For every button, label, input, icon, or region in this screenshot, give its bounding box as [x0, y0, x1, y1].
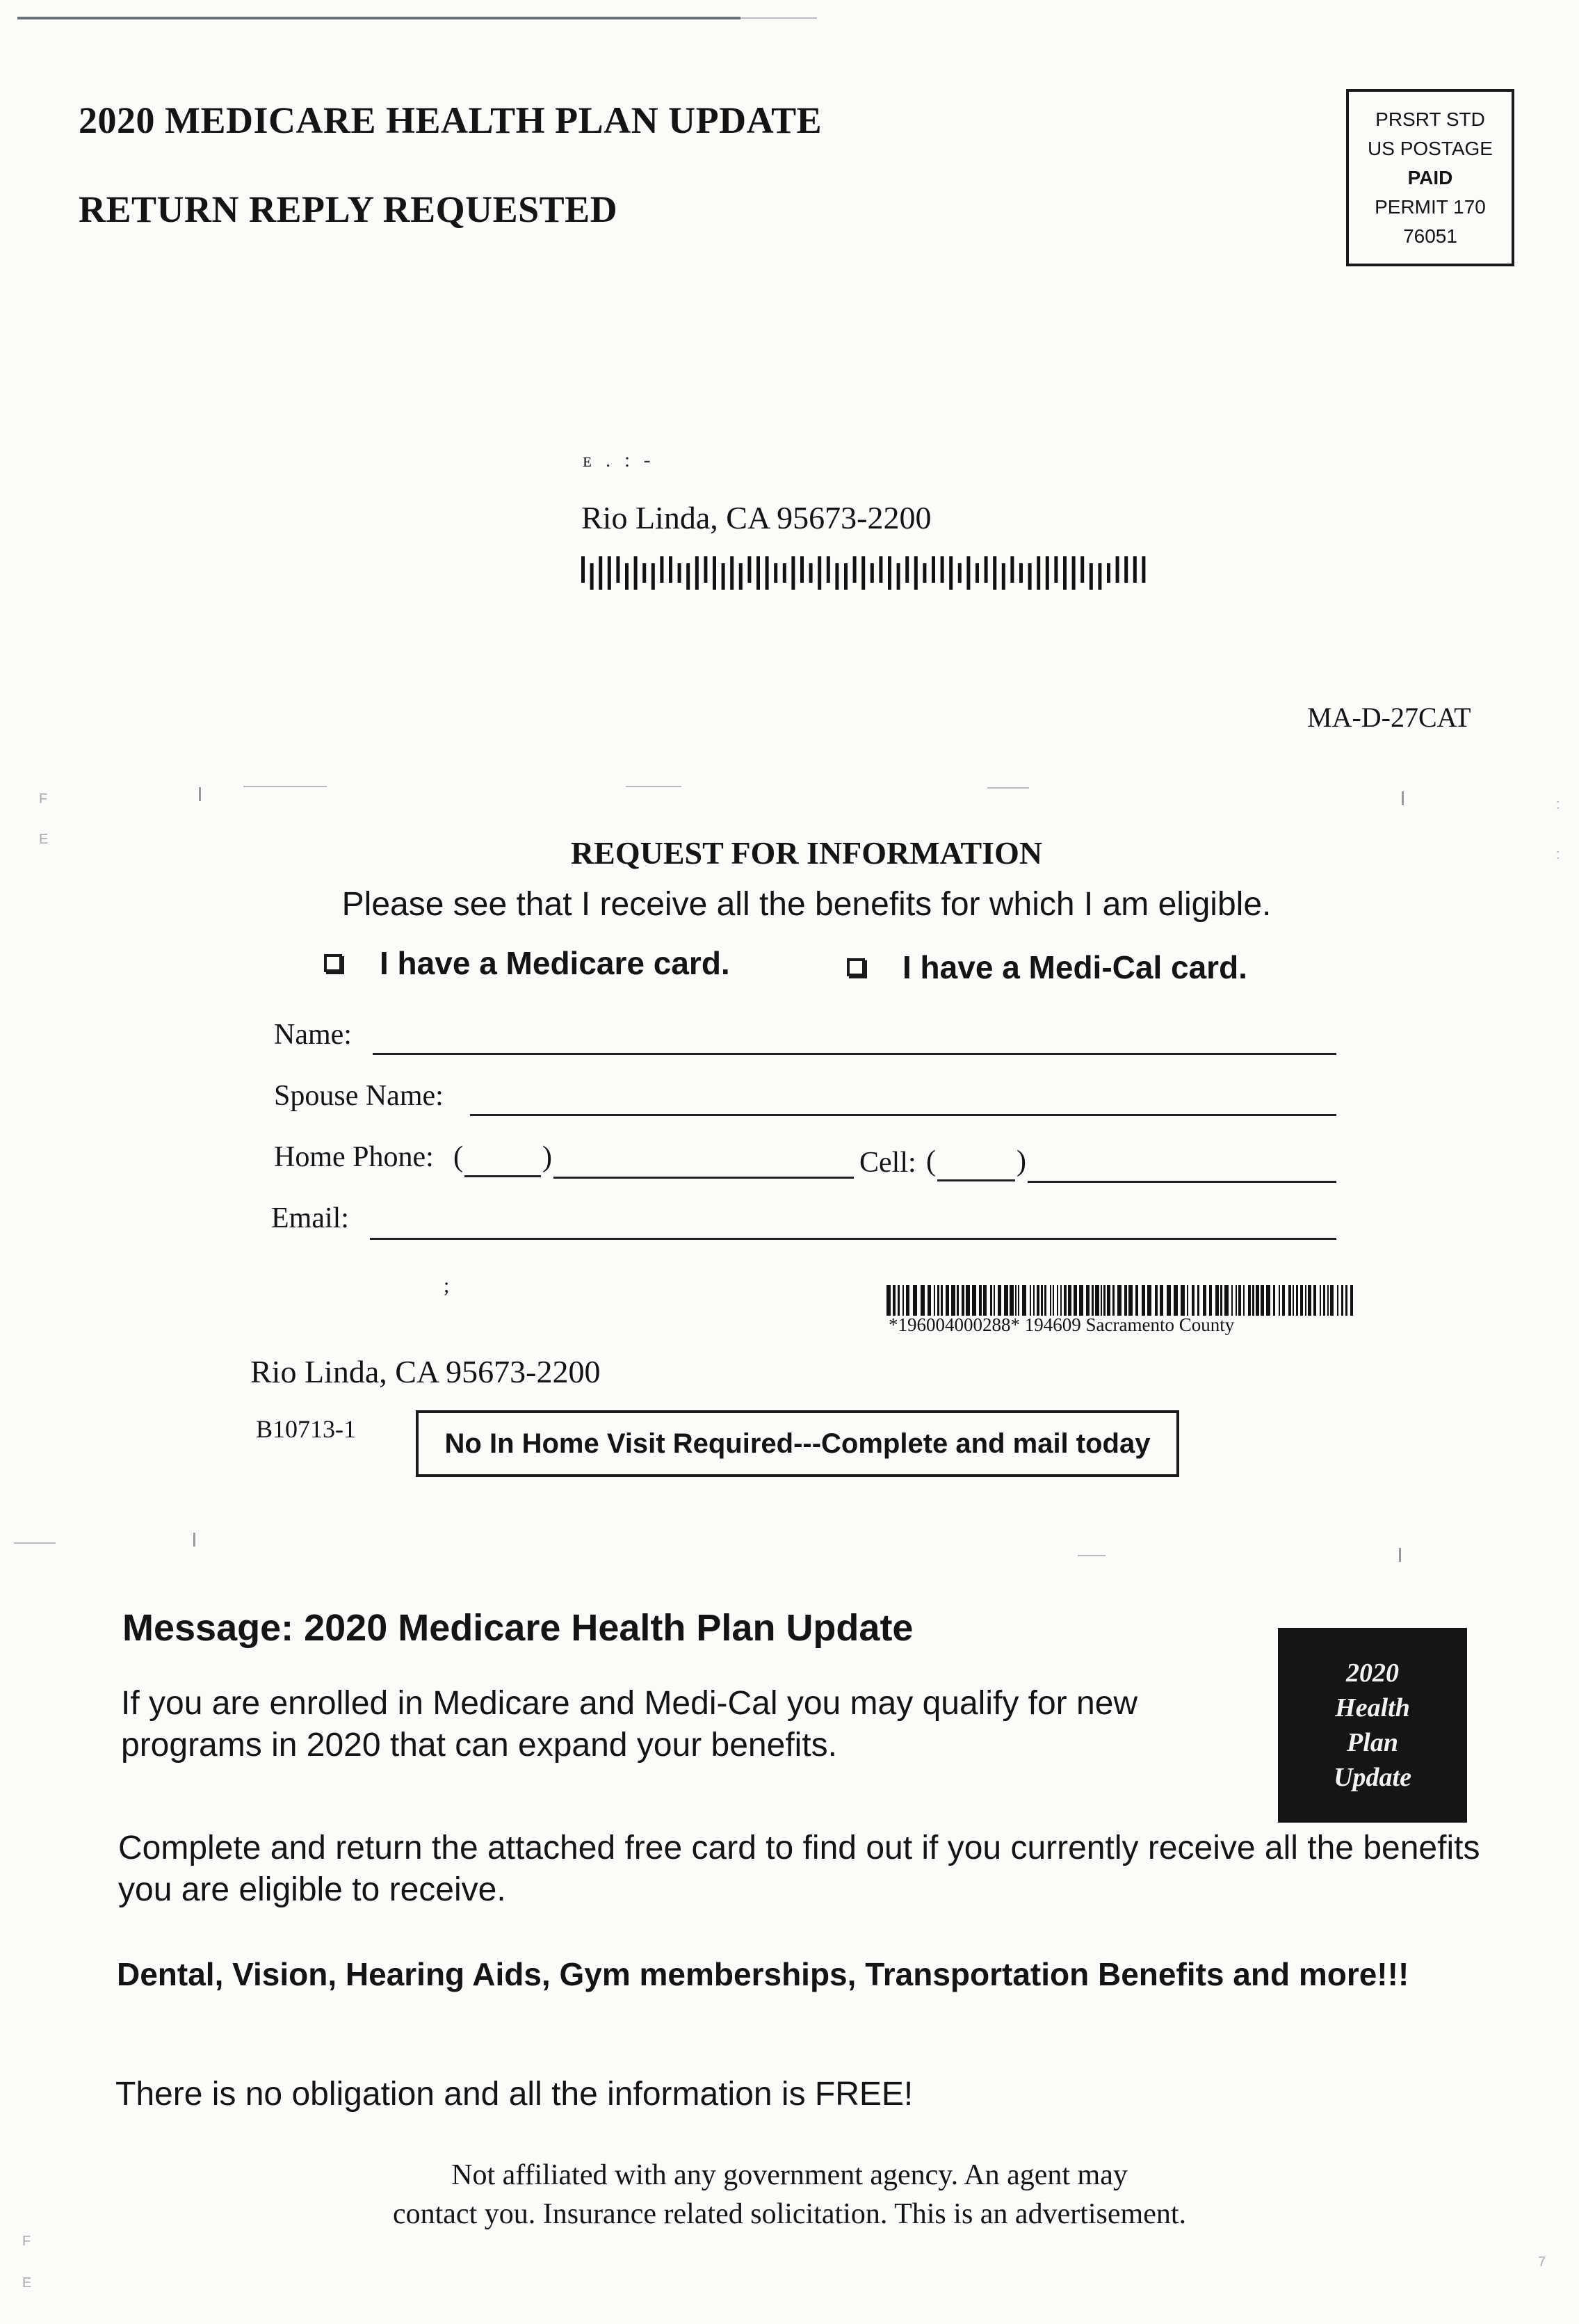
- tracking-barcode-bar: [1010, 1285, 1014, 1316]
- postal-barcode-bar: [581, 556, 585, 583]
- perforation-dash: [626, 786, 681, 787]
- tracking-barcode-bar: [1252, 1285, 1254, 1316]
- postal-barcode-bar: [923, 563, 926, 583]
- postal-barcode-bar: [1098, 563, 1101, 590]
- no-visit-notice: No In Home Visit Required---Complete and mail today: [416, 1410, 1179, 1477]
- edge-mark: E: [22, 2275, 32, 2291]
- tracking-barcode-bar: [937, 1285, 939, 1316]
- barcode-caption: *196004000288* 194609 Sacramento County: [889, 1314, 1235, 1335]
- postal-barcode-bar: [1090, 563, 1093, 590]
- postal-barcode-bar: [590, 563, 594, 590]
- medicare-checkbox[interactable]: [324, 954, 342, 972]
- postal-barcode-bar: [897, 563, 900, 590]
- tracking-barcode-bar: [1327, 1285, 1329, 1316]
- postal-barcode-bar: [1063, 556, 1067, 590]
- postal-barcode-bar: [1116, 556, 1119, 583]
- edge-mark: :: [1556, 797, 1560, 812]
- postal-barcode-bar: [993, 556, 996, 590]
- tracking-barcode-bar: [941, 1285, 943, 1316]
- tracking-barcode-bar: [994, 1285, 995, 1316]
- tracking-barcode-bar: [1350, 1285, 1353, 1316]
- batch-code: B10713-1: [256, 1415, 356, 1443]
- postal-barcode-bar: [774, 563, 777, 583]
- tracking-barcode-bar: [1064, 1285, 1067, 1316]
- postal-barcode-bar: [1037, 556, 1040, 590]
- postal-barcode-bar: [827, 556, 830, 583]
- tracking-barcode-bar: [1305, 1285, 1306, 1316]
- tracking-barcode-bar: [886, 1285, 891, 1316]
- home-phone-area-code-field[interactable]: [464, 1175, 541, 1177]
- address-redacted-mark: ᴇ . : -: [583, 449, 655, 471]
- tracking-barcode-bar: [1296, 1285, 1298, 1316]
- benefits-list: Dental, Vision, Hearing Aids, Gym memberships, Transportation Benefits and more!!!: [117, 1956, 1409, 1992]
- message-paragraph-1: If you are enrolled in Medicare and Medi-Cal you may qualify for new programs in 2020 that can expand your benefits.: [121, 1685, 1138, 1764]
- postal-barcode-bar: [678, 563, 681, 583]
- medi-cal-checkbox-label: I have a Medi-Cal card.: [902, 949, 1247, 985]
- postage-line-4: PERMIT 170: [1375, 195, 1486, 218]
- postal-barcode-bar: [730, 556, 734, 590]
- form-intro: Please see that I receive all the benefits for which I am eligible.: [341, 886, 1272, 923]
- postal-barcode-bar: [853, 556, 857, 583]
- edge-mark: E: [39, 832, 49, 847]
- postal-barcode-bar: [642, 563, 646, 583]
- postage-line-1: PRSRT STD: [1375, 108, 1485, 130]
- postal-barcode-bar: [966, 556, 970, 590]
- tracking-barcode-bar: [1015, 1285, 1017, 1316]
- tracking-barcode-bar: [1323, 1285, 1325, 1316]
- tracking-barcode-bar: [1345, 1285, 1347, 1316]
- form-code: MA-D-27CAT: [1307, 702, 1471, 733]
- tracking-barcode-bar: [928, 1285, 931, 1316]
- postal-barcode-bar: [713, 556, 716, 590]
- name-field[interactable]: [373, 1053, 1336, 1055]
- postal-barcode-bar: [905, 556, 909, 583]
- perforation-tick: [199, 787, 201, 801]
- tracking-barcode-bar: [902, 1285, 904, 1316]
- tracking-barcode: [886, 1285, 1354, 1316]
- perforation-dash: [14, 1542, 56, 1544]
- postage-line-2: US POSTAGE: [1368, 137, 1493, 159]
- tracking-barcode-bar: [1135, 1285, 1138, 1316]
- postal-barcode-bar: [1046, 556, 1049, 590]
- postal-barcode-bar: [1124, 556, 1128, 583]
- tracking-barcode-bar: [1107, 1285, 1110, 1316]
- cell-area-close-paren: ): [1017, 1145, 1026, 1177]
- tracking-barcode-bar: [913, 1285, 917, 1316]
- tracking-barcode-bar: [1288, 1285, 1291, 1316]
- tracking-barcode-bar: [1300, 1285, 1303, 1316]
- postal-barcode-bar: [818, 556, 821, 590]
- tracking-barcode-bar: [898, 1285, 900, 1316]
- disclaimer-line-2: contact you. Insurance related solicitation. This is an advertisement.: [392, 2198, 1187, 2230]
- perforation-dash: [1078, 1555, 1106, 1556]
- cell-label: Cell:: [859, 1147, 916, 1179]
- medi-cal-card-option[interactable]: [847, 949, 1247, 986]
- tracking-barcode-bar: [962, 1285, 964, 1316]
- tracking-barcode-bar: [1256, 1285, 1259, 1316]
- postal-barcode-bar: [809, 563, 813, 583]
- tracking-barcode-bar: [1203, 1285, 1206, 1316]
- tracking-barcode-bar: [972, 1285, 976, 1316]
- postal-barcode-bar: [747, 556, 751, 583]
- postal-barcode-bar: [1142, 556, 1145, 583]
- tracking-barcode-bar: [1282, 1285, 1285, 1316]
- tracking-barcode-bar: [1060, 1285, 1062, 1316]
- postal-barcode-bar: [739, 563, 743, 590]
- tracking-barcode-bar: [934, 1285, 935, 1316]
- tracking-barcode-bar: [1057, 1285, 1058, 1316]
- message-title: Message: 2020 Medicare Health Plan Update: [122, 1607, 914, 1649]
- mailing-address: Rio Linda, CA 95673-2200: [581, 500, 932, 535]
- tracking-barcode-bar: [1018, 1285, 1019, 1316]
- home-phone-number-field[interactable]: [553, 1177, 854, 1179]
- badge-line-3: Plan: [1347, 1728, 1398, 1757]
- tracking-barcode-bar: [906, 1285, 909, 1316]
- cell-area-code-field[interactable]: [937, 1179, 1015, 1181]
- tracking-barcode-bar: [1124, 1285, 1127, 1316]
- cell-number-field[interactable]: [1028, 1181, 1336, 1183]
- postage-line-5: 76051: [1403, 225, 1457, 247]
- top-rule-faint: [740, 17, 817, 19]
- tracking-barcode-bar: [1053, 1285, 1054, 1316]
- postal-barcode-bar: [914, 556, 918, 590]
- postal-barcode-bar: [958, 563, 962, 583]
- postage-line-3: PAID: [1407, 166, 1453, 188]
- stray-mark: ;: [444, 1274, 450, 1297]
- perforation-dash: [243, 786, 327, 787]
- tracking-barcode-bar: [1308, 1285, 1311, 1316]
- perforation-tick: [193, 1533, 195, 1547]
- perforation-tick: [1399, 1548, 1401, 1562]
- medicare-checkbox-label: I have a Medicare card.: [380, 945, 730, 981]
- tracking-barcode-bar: [1160, 1285, 1163, 1316]
- postal-barcode-bar: [1107, 563, 1110, 583]
- tracking-barcode-bar: [893, 1285, 896, 1316]
- home-phone-label: Home Phone:: [274, 1141, 434, 1173]
- postal-barcode-bar: [1072, 556, 1076, 590]
- postal-barcode-bar: [1028, 563, 1032, 590]
- return-address: Rio Linda, CA 95673-2200: [250, 1354, 601, 1389]
- postal-barcode-bar: [888, 556, 891, 590]
- postal-barcode-bar: [651, 563, 655, 590]
- postal-barcode-bar: [1080, 556, 1084, 583]
- tracking-barcode-bar: [1248, 1285, 1251, 1316]
- postal-barcode-bar: [599, 556, 602, 590]
- tracking-barcode-bar: [1101, 1285, 1102, 1316]
- postal-barcode-bar: [975, 563, 979, 583]
- postal-barcode-bar: [608, 556, 611, 590]
- top-rule: [17, 17, 740, 19]
- tracking-barcode-bar: [1044, 1285, 1046, 1316]
- postal-barcode-bar: [800, 556, 804, 583]
- tracking-barcode-bar: [1238, 1285, 1241, 1316]
- tracking-barcode-bar: [946, 1285, 949, 1316]
- postage-indicia: [1346, 89, 1514, 266]
- tracking-barcode-bar: [1174, 1285, 1178, 1316]
- tracking-barcode-bar: [1095, 1285, 1099, 1316]
- message-paragraph-4: There is no obligation and all the information is FREE!: [115, 2076, 914, 2113]
- postal-barcode-bar: [932, 556, 935, 583]
- tracking-barcode-bar: [983, 1285, 987, 1316]
- tracking-barcode-bar: [1086, 1285, 1090, 1316]
- home-phone-area-close-paren: ): [542, 1141, 552, 1173]
- medicare-card-option[interactable]: [324, 944, 730, 982]
- postal-barcode-bar: [634, 556, 638, 590]
- postal-barcode-bar: [625, 563, 629, 590]
- page-title: 2020 MEDICARE HEALTH PLAN UPDATE: [79, 99, 823, 141]
- tracking-barcode-bar: [1030, 1285, 1031, 1316]
- postal-barcode-bar: [616, 556, 620, 583]
- postal-barcode-bar: [949, 556, 953, 590]
- postal-barcode: [581, 556, 1158, 598]
- tracking-barcode-bar: [1243, 1285, 1245, 1316]
- postal-barcode-bar: [985, 556, 988, 583]
- postal-barcode-bar: [756, 556, 760, 590]
- tracking-barcode-bar: [1068, 1285, 1071, 1316]
- tracking-barcode-bar: [1279, 1285, 1280, 1316]
- disclaimer-line-1: Not affiliated with any government agency. An agent may: [451, 2159, 1128, 2191]
- perforation-tick: [1402, 791, 1404, 805]
- tracking-barcode-bar: [1041, 1285, 1043, 1316]
- edge-mark: :: [1556, 847, 1560, 862]
- edge-mark: F: [39, 791, 48, 807]
- tracking-barcode-bar: [1261, 1285, 1264, 1316]
- tracking-barcode-bar: [998, 1285, 1001, 1316]
- tracking-barcode-bar: [979, 1285, 982, 1316]
- email-field[interactable]: [370, 1238, 1336, 1240]
- tracking-barcode-bar: [1320, 1285, 1321, 1316]
- tracking-barcode-bar: [1236, 1285, 1237, 1316]
- tracking-barcode-bar: [1337, 1285, 1338, 1316]
- tracking-barcode-bar: [990, 1285, 992, 1316]
- postal-barcode-bar: [1010, 556, 1014, 583]
- postal-barcode-bar: [941, 556, 944, 583]
- tracking-barcode-bar: [1103, 1285, 1106, 1316]
- page-subtitle: RETURN REPLY REQUESTED: [79, 188, 618, 230]
- tracking-barcode-bar: [1155, 1285, 1158, 1316]
- tracking-barcode-bar: [951, 1285, 955, 1316]
- tracking-barcode-bar: [1313, 1285, 1316, 1316]
- tracking-barcode-bar: [1224, 1285, 1229, 1316]
- postal-barcode-bar: [1054, 556, 1058, 583]
- postal-barcode-bar: [861, 556, 865, 590]
- tracking-barcode-bar: [1074, 1285, 1077, 1316]
- postal-barcode-bar: [704, 556, 707, 583]
- tracking-barcode-bar: [1142, 1285, 1145, 1316]
- tracking-barcode-bar: [1112, 1285, 1115, 1316]
- postal-barcode-bar: [1019, 563, 1023, 583]
- tracking-barcode-bar: [1167, 1285, 1171, 1316]
- postal-barcode-bar: [766, 556, 769, 590]
- tracking-barcode-bar: [1197, 1285, 1199, 1316]
- perforation-dash: [987, 787, 1029, 789]
- tracking-barcode-bar: [1192, 1285, 1195, 1316]
- tracking-barcode-bar: [1079, 1285, 1083, 1316]
- tracking-barcode-bar: [921, 1285, 925, 1316]
- postal-barcode-bar: [1133, 556, 1137, 583]
- tracking-barcode-bar: [1022, 1285, 1026, 1316]
- badge-line-4: Update: [1334, 1763, 1411, 1792]
- tracking-barcode-bar: [1209, 1285, 1212, 1316]
- badge-line-1: 2020: [1346, 1659, 1399, 1688]
- tracking-barcode-bar: [1033, 1285, 1035, 1316]
- name-label: Name:: [274, 1019, 352, 1051]
- tracking-barcode-bar: [1128, 1285, 1133, 1316]
- tracking-barcode-bar: [1004, 1285, 1008, 1316]
- postal-barcode-bar: [844, 563, 848, 590]
- edge-mark: F: [22, 2234, 31, 2249]
- tracking-barcode-bar: [1341, 1285, 1343, 1316]
- postal-barcode-bar: [722, 563, 725, 590]
- tracking-barcode-bar: [1330, 1285, 1334, 1316]
- postal-barcode-bar: [871, 563, 874, 583]
- tracking-barcode-bar: [966, 1285, 970, 1316]
- disclaimer: [0, 2156, 1579, 2234]
- message-paragraph-2: Complete and return the attached free card to find out if you currently receive all the benefits you are eligible to receive.: [118, 1830, 1480, 1908]
- tracking-barcode-bar: [1050, 1285, 1051, 1316]
- postal-barcode-bar: [695, 556, 699, 590]
- tracking-barcode-bar: [1187, 1285, 1188, 1316]
- postal-barcode-bar: [686, 563, 690, 590]
- postal-barcode-bar: [660, 556, 663, 583]
- spouse-name-field[interactable]: [470, 1114, 1336, 1116]
- form-title: REQUEST FOR INFORMATION: [570, 835, 1043, 871]
- edge-mark: 7: [1538, 2254, 1546, 2270]
- tracking-barcode-bar: [1231, 1285, 1233, 1316]
- postal-barcode-bar: [835, 563, 839, 590]
- spouse-name-label: Spouse Name:: [274, 1080, 444, 1112]
- tracking-barcode-bar: [1147, 1285, 1151, 1316]
- tracking-barcode-bar: [1037, 1285, 1039, 1316]
- tracking-barcode-bar: [1266, 1285, 1270, 1316]
- postal-barcode-bar: [791, 556, 795, 590]
- cell-area-open-paren: (: [926, 1145, 936, 1177]
- tracking-barcode-bar: [1117, 1285, 1122, 1316]
- postal-barcode-bar: [1002, 563, 1005, 590]
- tracking-barcode-bar: [1220, 1285, 1222, 1316]
- medi-cal-checkbox[interactable]: [847, 958, 865, 976]
- postal-barcode-bar: [669, 556, 672, 583]
- tracking-barcode-bar: [1092, 1285, 1094, 1316]
- postal-barcode-bar: [783, 563, 786, 583]
- tracking-barcode-bar: [1293, 1285, 1294, 1316]
- tracking-barcode-bar: [1181, 1285, 1185, 1316]
- health-plan-update-badge: [1278, 1628, 1467, 1823]
- home-phone-area-open-paren: (: [453, 1141, 463, 1173]
- tracking-barcode-bar: [957, 1285, 959, 1316]
- email-label: Email:: [271, 1202, 349, 1234]
- tracking-barcode-bar: [1215, 1285, 1219, 1316]
- tracking-barcode-bar: [1273, 1285, 1275, 1316]
- badge-line-2: Health: [1335, 1693, 1410, 1722]
- postal-barcode-bar: [879, 556, 882, 583]
